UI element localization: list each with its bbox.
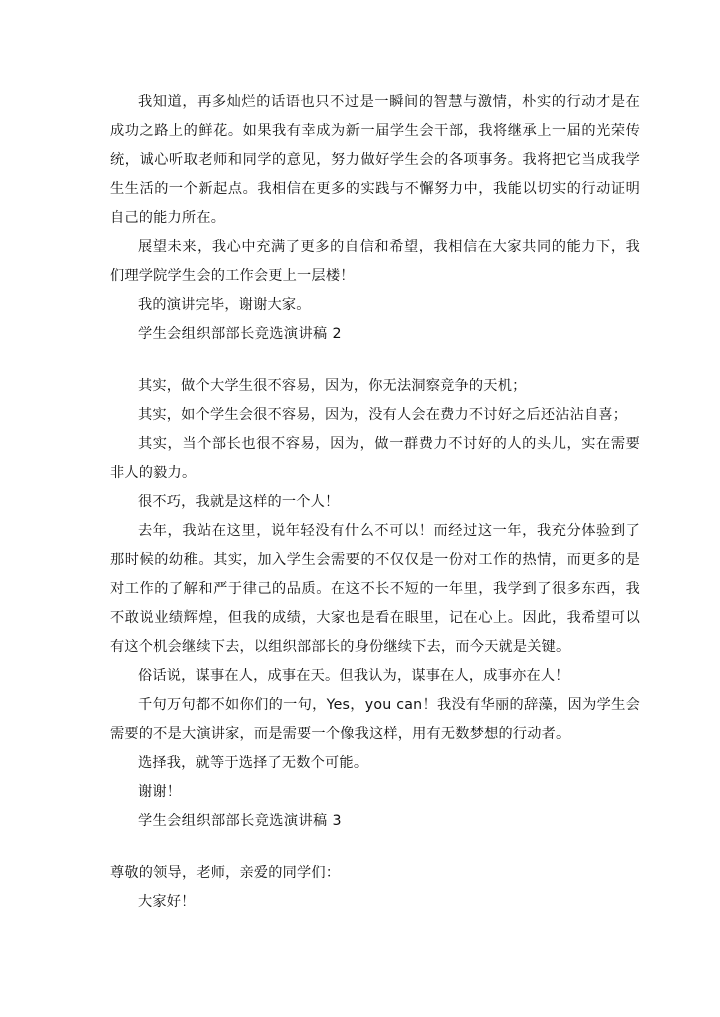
section-title-speech-3: 学生会组织部部长竞选演讲稿 3 (138, 813, 342, 829)
greeting: 大家好！ (138, 894, 196, 910)
paragraph-last-year: 去年，我站在这里，说年轻没有什么不可以！而经过这一年，我充分体验到了那时候的幼稚。其实，加入学生会需要的不仅仅是一份对工作的热情，而更多的是对工作的了解和严于律己的品质。在这不长不短的一年里，我学到了很多东西，我不敢说业绩辉煌，但我的成绩，大家也是看在眼里，记在心上。因此，我希望可以有这个机会继续下去，以组织部部长的身份继续下去，而今天就是关键。 (110, 523, 640, 655)
paragraph-speech-end: 我的演讲完毕，谢谢大家。 (138, 297, 311, 313)
paragraph-intro-action: 我知道，再多灿烂的话语也只不过是一瞬间的智慧与激情，朴实的行动才是在成功之路上的鲜花。如果我有幸成为新一届学生会干部，我将继承上一届的光荣传统，诚心听取老师和同学的意见，努力做好学生会的各项事务。我将把它当成我学生生活的一个新起点。我相信在更多的实践与不懈努力中，我能以切实的行动证明自己的能力所在。 (110, 94, 640, 226)
paragraph-minister: 其实，当个部长也很不容易，因为，做一群费力不讨好的人的头儿，实在需要非人的毅力。 (110, 436, 640, 481)
paragraph-choose-me: 选择我，就等于选择了无数个可能。 (138, 755, 369, 771)
salutation: 尊敬的领导，老师，亲爱的同学们： (110, 865, 341, 881)
section-title-speech-2: 学生会组织部部长竞选演讲稿 2 (138, 326, 342, 342)
paragraph-future-hope: 展望未来，我心中充满了更多的自信和希望，我相信在大家共同的能力下，我们理学院学生会的工作会更上一层楼！ (110, 239, 640, 284)
paragraph-thanks: 谢谢！ (138, 784, 182, 800)
paragraph-saying: 俗话说，谋事在人，成事在天。但我认为，谋事在人，成事亦在人！ (138, 668, 570, 684)
paragraph-such-person: 很不巧，我就是这样的一个人！ (138, 494, 340, 510)
paragraph-student-union: 其实，如个学生会很不容易，因为，没有人会在费力不讨好之后还沾沾自喜； (138, 407, 628, 423)
paragraph-college-student: 其实，做个大学生很不容易，因为，你无法洞察竞争的天机； (138, 378, 527, 394)
paragraph-yes-you-can: 千句万句都不如你们的一句，Yes，you can！我没有华丽的辞藻，因为学生会需要的不是大演讲家，而是需要一个像我这样，用有无数梦想的行动者。 (110, 697, 640, 742)
